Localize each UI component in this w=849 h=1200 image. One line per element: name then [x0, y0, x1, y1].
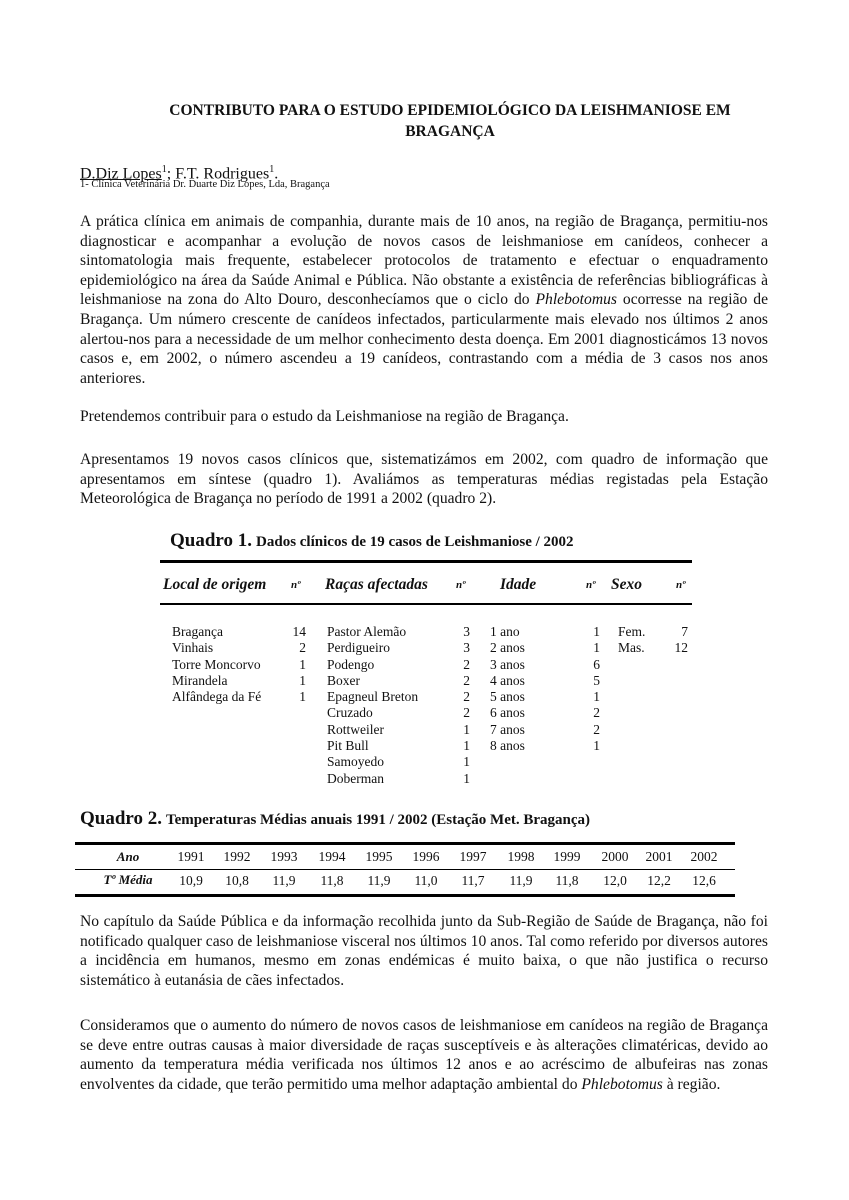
header-local-n: nº: [291, 579, 301, 591]
temp-cell: 11,9: [509, 873, 533, 888]
header-idade: Idade: [500, 576, 537, 593]
table-cell: 2: [463, 689, 470, 705]
col-racas: [327, 624, 418, 787]
table-cell: Pit Bull: [327, 738, 369, 754]
table-cell: 1: [299, 689, 306, 705]
table-cell: Epagneul Breton: [327, 689, 419, 705]
paragraph-5-text-a: Consideramos que o aumento do número de novos casos de leishmaniose em canídeos na região de Bragança se deve entre outras causas à maior diversidade de raças susceptíveis e às alterações climatéricas, devido ao aumento da temperatura média verificada nos últimos 12 anos e ao acréscimo de albufeiras nas zonas envolventes da cidade, que terão permitido uma melhor adaptação ambiental do: [80, 1017, 768, 1093]
year-cell: 1996: [412, 849, 440, 864]
table-cell: 5: [593, 672, 600, 688]
paragraph-1-text-a: A prática clínica em animais de companhia, durante mais de 10 anos, na região de Bragança, permitiu-nos diagnosticar e acompanhar a evolução de novos casos de leishmaniose em canídeos, conhecer a sintomatologia mais frequente, estabelecer protocolos de tratamento e efectuar o enquadramento epidemiológico na área da Saúde Animal e Pública. Não obstante a existência de referências bibliográficas à leishmaniose na zona do Alto Douro, desconhecíamos que o ciclo do: [80, 213, 768, 309]
temp-cell: 11,8: [320, 873, 344, 888]
col-racas-n: [444, 624, 470, 787]
year-cell: 2001: [645, 849, 673, 864]
table-cell: 8 anos: [490, 738, 525, 754]
header-local: Local de origem: [163, 576, 267, 593]
col-idade: [490, 624, 525, 754]
table-cell: 14: [292, 624, 306, 639]
author-2: ; F.T. Rodrigues: [166, 165, 270, 183]
table-cell: 1: [463, 738, 470, 754]
table-cell: 1: [593, 624, 600, 639]
table-cell: 2 anos: [490, 640, 525, 656]
table-cell: Boxer: [327, 672, 360, 688]
header-racas: Raças afectadas: [325, 576, 428, 593]
header-sexo-n: nº: [676, 579, 686, 591]
year-cell: 1992: [223, 849, 251, 864]
year-cell: 1997: [459, 849, 487, 864]
quadro-2-label: Quadro 2.: [80, 808, 163, 829]
table-cell: 6: [593, 656, 600, 672]
table-cell: Doberman: [327, 770, 384, 786]
quadro-1-label: Quadro 1.: [170, 530, 253, 551]
header-idade-n: nº: [586, 579, 596, 591]
quadro-2-caption: [80, 808, 590, 830]
col-local: [172, 624, 261, 705]
quadro-1-caption: [170, 530, 574, 552]
table-cell: 1: [463, 721, 470, 737]
quadro-2-table: [75, 842, 735, 902]
table-cell: Pastor Alemão: [327, 624, 407, 639]
table-cell: 2: [299, 640, 306, 656]
paragraph-5: [80, 1016, 768, 1094]
col-idade-n: [574, 624, 600, 754]
table-cell: 2: [463, 672, 470, 688]
temp-cell: 11,9: [367, 873, 391, 888]
table-cell: Perdigueiro: [327, 640, 390, 656]
paragraph-3: Apresentamos 19 novos casos clínicos que, sistematizámos em 2002, com quadro de informação que apresentamos em síntese (quadro 1). Avaliámos as temperaturas médias registadas pela Estação Meteorológica de Bragança no período de 1991 a 2002 (quadro 2).: [80, 451, 768, 508]
col-local-n: [280, 624, 306, 705]
temp-cell: 11,7: [461, 873, 485, 888]
col-sexo-n: [662, 624, 688, 657]
paragraph-4: No capítulo da Saúde Pública e da informação recolhida junto da Sub-Região de Saúde de Bragança, não foi notificado qualquer caso de leishmaniose visceral nos últimos 10 anos. Tal como referido por diversos autores a incidência em humanos, mesmo em zonas endémicas é muito baixa, o que não justifica o recurso sistemático à eutanásia de cães infectados.: [80, 913, 768, 989]
year-cell: 1994: [318, 849, 346, 864]
table-cell: Samoyedo: [327, 754, 384, 770]
table-cell: 3: [463, 624, 470, 639]
table-cell: 1: [299, 672, 306, 688]
row-label-temp: Tº Média: [103, 872, 153, 887]
paper-title: [100, 100, 800, 142]
table-cell: 1: [463, 770, 470, 786]
paragraph-1: [80, 212, 768, 388]
table-cell: 6 anos: [490, 705, 525, 721]
paragraph-5-italic: Phlebotomus: [581, 1075, 663, 1093]
quadro-1-top-rule: [160, 560, 692, 563]
temp-cell: 10,8: [225, 873, 249, 888]
table-cell: 1: [593, 738, 600, 754]
author-2-superscript: 1: [269, 164, 275, 175]
table-cell: 7: [681, 624, 688, 639]
table-cell: Cruzado: [327, 705, 373, 721]
table-cell: 2: [463, 656, 470, 672]
year-cell: 1999: [553, 849, 581, 864]
table-cell: 7 anos: [490, 721, 525, 737]
year-cell: 1991: [177, 849, 205, 864]
temp-cell: 11,9: [272, 873, 296, 888]
table-cell: Vinhais: [172, 640, 214, 656]
table-cell: 2: [593, 705, 600, 721]
title-line-1: CONTRIBUTO PARA O ESTUDO EPIDEMIOLÓGICO DA LEISHMANIOSE EM: [169, 102, 731, 119]
year-cell: 2002: [690, 849, 718, 864]
table-cell: Rottweiler: [327, 721, 384, 737]
quadro-2-bottom-rule: [75, 894, 735, 897]
table-cell: Torre Moncorvo: [172, 656, 261, 672]
temp-cell: 12,0: [603, 873, 627, 888]
temp-cell: 12,6: [692, 873, 716, 888]
title-line-2: BRAGANÇA: [405, 123, 495, 140]
table-cell: 1: [299, 656, 306, 672]
table-cell: 4 anos: [490, 672, 525, 688]
temp-cell: 11,0: [414, 873, 438, 888]
year-cell: 1998: [507, 849, 535, 864]
table-cell: Mas.: [618, 640, 645, 656]
table-cell: Podengo: [327, 656, 375, 672]
table-cell: 1: [463, 754, 470, 770]
header-sexo: Sexo: [611, 576, 642, 593]
table-cell: Bragança: [172, 624, 223, 639]
author-1: D.Diz Lopes: [80, 165, 162, 183]
table-cell: 1: [593, 640, 600, 656]
table-cell: Fem.: [618, 624, 646, 639]
year-cell: 1993: [270, 849, 298, 864]
paragraph-5-text-b: à região.: [662, 1075, 721, 1093]
paragraph-2: Pretendemos contribuir para o estudo da Leishmaniose na região de Bragança.: [80, 408, 569, 425]
col-sexo: [618, 624, 645, 657]
table-cell: 1 ano: [490, 624, 520, 639]
author-1-superscript: 1: [161, 164, 167, 175]
quadro-2-mid-rule: [75, 869, 735, 870]
affiliation: 1- Clínica Veterinária Dr. Duarte Diz Lopes, Lda, Bragança: [80, 179, 330, 190]
quadro-2-top-rule: [75, 842, 735, 845]
quadro-1-title: Dados clínicos de 19 casos de Leishmaniose / 2002: [256, 534, 574, 550]
year-cell: 1995: [365, 849, 393, 864]
table-cell: 3 anos: [490, 656, 525, 672]
temp-cell: 10,9: [179, 873, 203, 888]
row-label-ano: Ano: [116, 849, 140, 864]
year-cell: 2000: [601, 849, 629, 864]
table-cell: 2: [463, 705, 470, 721]
paragraph-1-text-b: ocorresse na região de Bragança. Um número crescente de canídeos infectados, particularmente mais elevado nos últimos 2 anos alertou-nos para a necessidade de um melhor conhecimento desta doença. Em 2001 diagnosticámos 13 novos casos e, em 2002, o número ascendeu a 19 canídeos, contrastando com a média de 3 casos nos anos anteriores.: [80, 291, 768, 387]
paragraph-1-italic: Phlebotomus: [535, 291, 617, 309]
table-cell: 2: [593, 721, 600, 737]
quadro-2-title: Temperaturas Médias anuais 1991 / 2002 (Estação Met. Bragança): [166, 812, 591, 828]
table-cell: 5 anos: [490, 689, 525, 705]
quadro-1-table: [160, 560, 692, 790]
temp-cell: 11,8: [555, 873, 579, 888]
table-cell: Mirandela: [172, 672, 228, 688]
table-cell: 12: [674, 640, 688, 656]
table-cell: 3: [463, 640, 470, 656]
temp-cell: 12,2: [647, 873, 671, 888]
quadro-1-header-rule: [160, 603, 692, 605]
author-line-end: .: [274, 165, 279, 183]
table-cell: 1: [593, 689, 600, 705]
header-racas-n: nº: [456, 579, 466, 591]
table-cell: Alfândega da Fé: [172, 689, 262, 705]
